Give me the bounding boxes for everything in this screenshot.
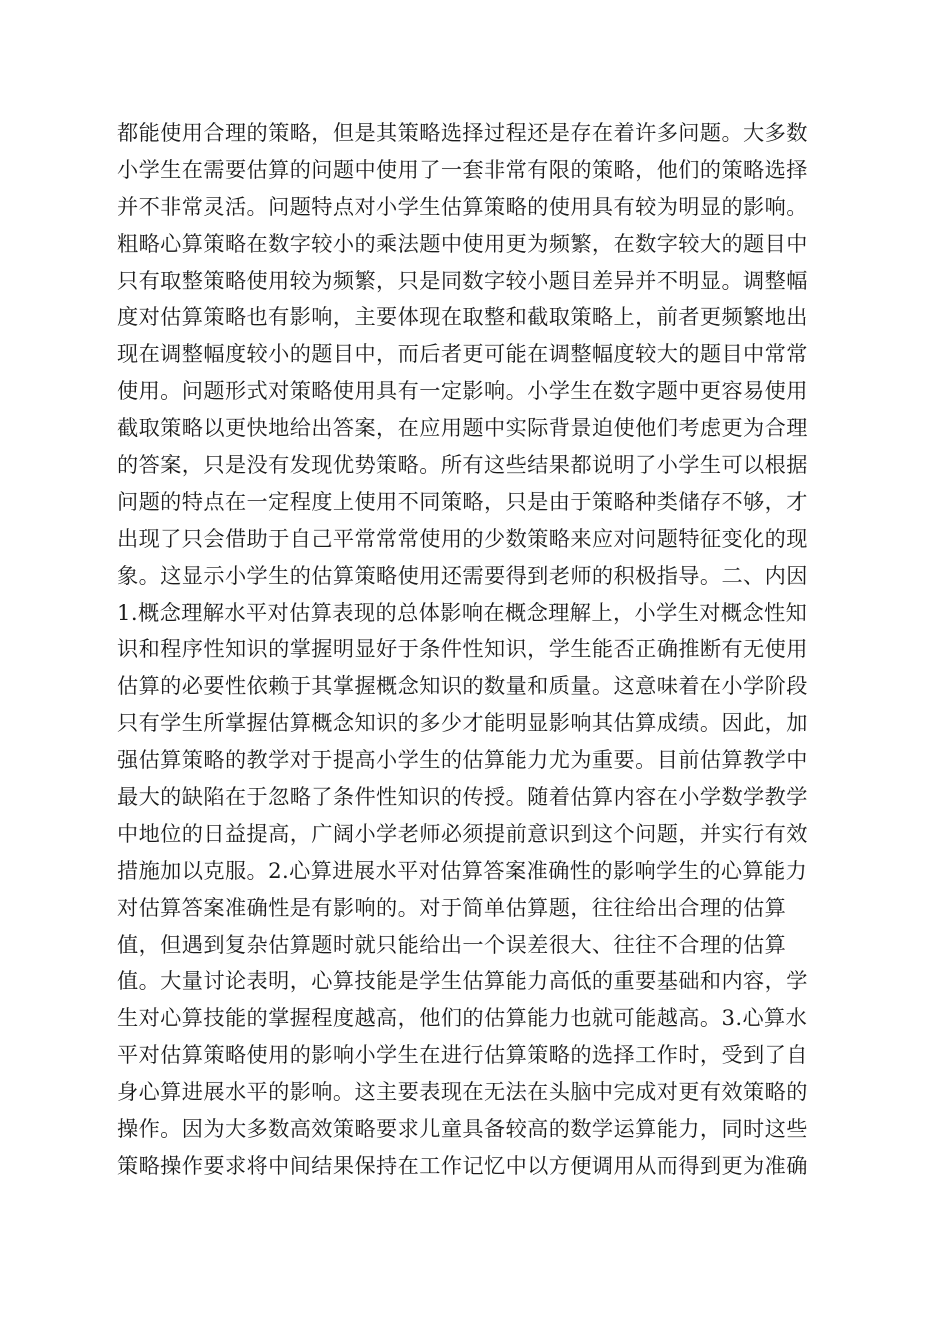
text-line: 小学生在需要估算的问题中使用了一套非常有限的策略，他们的策略选择 — [117, 156, 808, 182]
text-line: 1.概念理解水平对估算表现的总体影响在概念理解上，小学生对概念性知 — [117, 599, 808, 625]
text-line: 出现了只会借助于自己平常常常使用的少数策略来应对问题特征变化的现 — [117, 525, 808, 551]
text-line: 使用。问题形式对策略使用具有一定影响。小学生在数字题中更容易使用 — [117, 378, 808, 404]
text-line: 估算的必要性依赖于其掌握概念知识的数量和质量。这意味着在小学阶段 — [117, 673, 808, 699]
text-line: 中地位的日益提高，广阔小学老师必须提前意识到这个问题，并实行有效 — [117, 820, 808, 846]
text-line: 身心算进展水平的影响。这主要表现在无法在头脑中完成对更有效策略的 — [117, 1079, 808, 1105]
body-text — [117, 115, 837, 1185]
text-line: 并不非常灵活。问题特点对小学生估算策略的使用具有较为明显的影响。 — [117, 193, 808, 219]
text-line: 生对心算技能的掌握程度越高，他们的估算能力也就可能越高。3.心算水 — [117, 1005, 808, 1031]
text-line: 现在调整幅度较小的题目中，而后者更可能在调整幅度较大的题目中常常 — [117, 341, 808, 367]
text-line: 都能使用合理的策略，但是其策略选择过程还是存在着许多问题。大多数 — [117, 120, 808, 145]
text-line: 平对估算策略使用的影响小学生在进行估算策略的选择工作时，受到了自 — [117, 1042, 808, 1068]
text-line: 强估算策略的教学对于提高小学生的估算能力尤为重要。目前估算教学中 — [117, 747, 808, 773]
text-line: 截取策略以更快地给出答案，在应用题中实际背景迫使他们考虑更为合理 — [117, 415, 808, 441]
text-line: 值。大量讨论表明，心算技能是学生估算能力高低的重要基础和内容，学 — [117, 968, 808, 994]
text-line: 只有取整策略使用较为频繁，只是同数字较小题目差异并不明显。调整幅 — [117, 267, 808, 293]
text-line: 措施加以克服。2.心算进展水平对估算答案准确性的影响学生的心算能力 — [117, 857, 808, 883]
text-line: 只有学生所掌握估算概念知识的多少才能明显影响其估算成绩。因此，加 — [117, 710, 808, 736]
text-line: 的答案，只是没有发现优势策略。所有这些结果都说明了小学生可以根据 — [117, 452, 808, 478]
text-line: 识和程序性知识的掌握明显好于条件性知识，学生能否正确推断有无使用 — [117, 636, 808, 662]
text-line: 最大的缺陷在于忽略了条件性知识的传授。随着估算内容在小学数学教学 — [117, 784, 808, 810]
text-line: 问题的特点在一定程度上使用不同策略，只是由于策略种类储存不够，才 — [117, 488, 808, 514]
text-line: 策略操作要求将中间结果保持在工作记忆中以方便调用从而得到更为准确 — [117, 1152, 808, 1178]
text-line: 粗略心算策略在数字较小的乘法题中使用更为频繁，在数字较大的题目中 — [117, 230, 808, 256]
text-line: 操作。因为大多数高效策略要求儿童具备较高的数学运算能力，同时这些 — [117, 1116, 808, 1142]
text-line: 度对估算策略也有影响，主要体现在取整和截取策略上，前者更频繁地出 — [117, 304, 808, 330]
text-line: 对估算答案准确性是有影响的。对于简单估算题，往往给出合理的估算 — [117, 894, 787, 920]
text-line: 象。这显示小学生的估算策略使用还需要得到老师的积极指导。二、内因 — [117, 562, 808, 588]
text-line: 值，但遇到复杂估算题时就只能给出一个误差很大、往往不合理的估算 — [117, 931, 787, 957]
